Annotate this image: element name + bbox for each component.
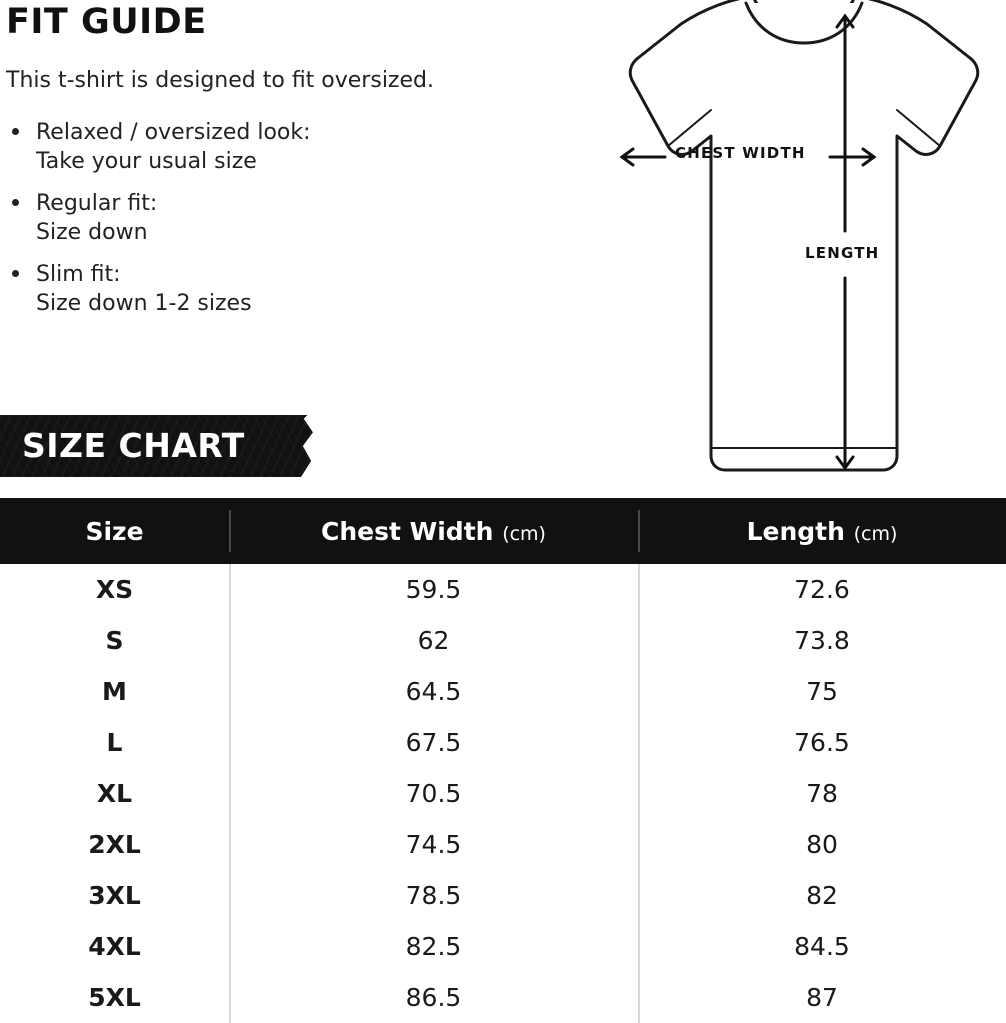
cell-size: 4XL (88, 932, 141, 961)
table-row (0, 768, 1006, 819)
table-row (0, 564, 1006, 615)
cell-length: 73.8 (638, 615, 1006, 666)
column-header-length (638, 498, 1006, 564)
cell-length: 82 (638, 870, 1006, 921)
table-row (0, 615, 1006, 666)
size-chart-title: SIZE CHART (22, 426, 245, 465)
table-row (0, 717, 1006, 768)
fit-item-advice: Take your usual size (36, 149, 257, 174)
table-row (0, 972, 1006, 1023)
cell-chest: 82.5 (229, 921, 638, 972)
fit-item-label: Slim fit: (36, 262, 121, 287)
cell-size: XL (96, 779, 133, 808)
cell-size: 3XL (88, 881, 141, 910)
table-row (0, 666, 1006, 717)
table-header-row (0, 498, 1006, 564)
column-header-size (0, 498, 229, 564)
cell-chest: 74.5 (229, 819, 638, 870)
column-header-label: Length (746, 516, 845, 546)
cell-length: 80 (638, 819, 1006, 870)
cell-chest: 64.5 (229, 666, 638, 717)
fit-item-label: Relaxed / oversized look: (36, 120, 311, 145)
fit-guide-list (6, 118, 526, 331)
tshirt-diagram-icon (500, 0, 1006, 486)
cell-size: S (105, 626, 124, 655)
cell-length: 87 (638, 972, 1006, 1023)
cell-length: 76.5 (638, 717, 1006, 768)
column-header-chest (229, 498, 638, 564)
bullet-icon (12, 128, 19, 135)
size-chart-banner (0, 415, 345, 477)
cell-chest: 59.5 (229, 564, 638, 615)
tshirt-illustration (500, 0, 1006, 486)
chest-width-label: CHEST WIDTH (675, 144, 806, 162)
cell-size: L (106, 728, 123, 757)
list-item (6, 260, 526, 318)
cell-length: 84.5 (638, 921, 1006, 972)
cell-chest: 86.5 (229, 972, 638, 1023)
size-chart-table (0, 498, 1006, 1023)
column-header-label: Chest Width (321, 516, 494, 546)
cell-chest: 78.5 (229, 870, 638, 921)
cell-length: 78 (638, 768, 1006, 819)
fit-item-advice: Size down (36, 220, 148, 245)
table-row (0, 921, 1006, 972)
cell-size: 2XL (88, 830, 141, 859)
page-title: FIT GUIDE (6, 2, 207, 42)
fit-item-advice: Size down 1-2 sizes (36, 291, 252, 316)
list-item (6, 118, 526, 176)
cell-size: 5XL (88, 983, 141, 1012)
cell-size: XS (95, 575, 134, 604)
table-row (0, 819, 1006, 870)
cell-length: 75 (638, 666, 1006, 717)
cell-chest: 70.5 (229, 768, 638, 819)
fit-guide-intro-text: This t-shirt is designed to fit oversized. (6, 68, 434, 93)
bullet-icon (12, 270, 19, 277)
bullet-icon (12, 199, 19, 206)
fit-item-label: Regular fit: (36, 191, 158, 216)
column-header-unit: (cm) (502, 522, 546, 545)
column-header-label: Size (85, 516, 144, 546)
length-label: LENGTH (805, 244, 880, 262)
cell-chest: 67.5 (229, 717, 638, 768)
list-item (6, 189, 526, 247)
column-header-unit: (cm) (853, 522, 898, 545)
cell-size: M (102, 677, 127, 706)
cell-length: 72.6 (638, 564, 1006, 615)
cell-chest: 62 (229, 615, 638, 666)
table-row (0, 870, 1006, 921)
